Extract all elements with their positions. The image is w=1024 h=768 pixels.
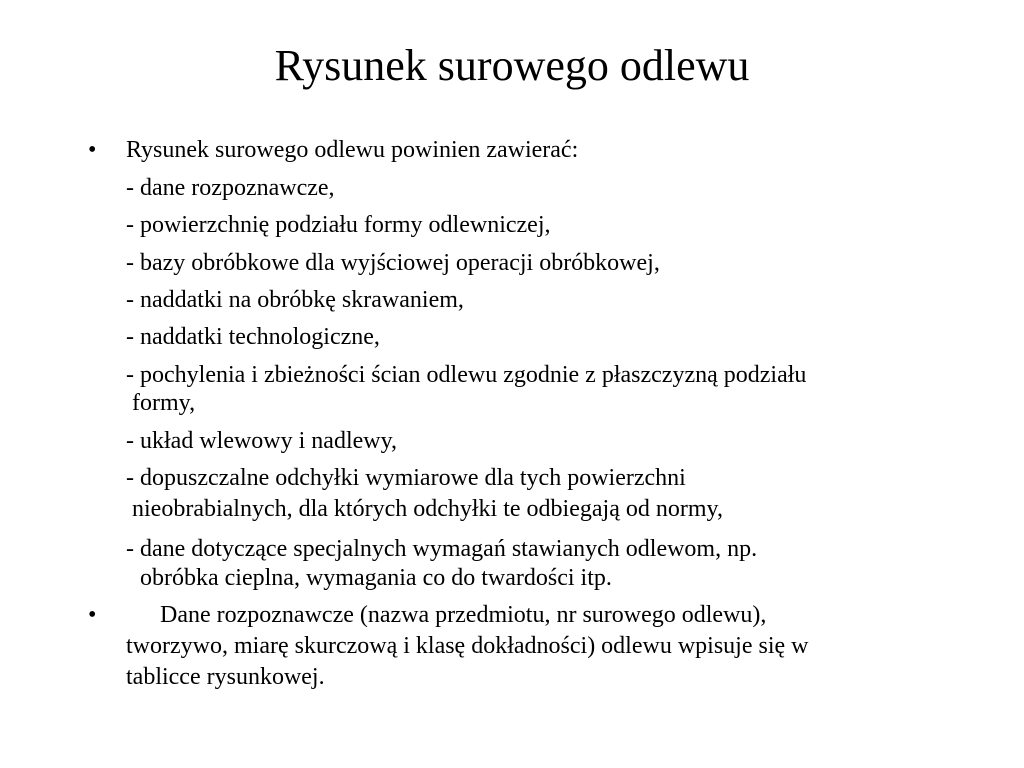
list-item-continuation: nieobrabialnych, dla których odchyłki te odbiegają od normy,	[132, 496, 723, 522]
list-item: - bazy obróbkowe dla wyjściowej operacji obróbkowej,	[126, 250, 660, 276]
bullet-2-line: Dane rozpoznawcze (nazwa przedmiotu, nr surowego odlewu),	[160, 602, 767, 628]
list-item: - naddatki technologiczne,	[126, 324, 380, 350]
list-item-continuation: formy,	[132, 390, 196, 416]
list-item: - układ wlewowy i nadlewy,	[126, 428, 398, 454]
bullet-2-line: tworzywo, miarę skurczową i klasę dokładności) odlewu wpisuje się w	[126, 633, 809, 659]
slide-title: Rysunek surowego odlewu	[274, 41, 750, 90]
list-item: - naddatki na obróbkę skrawaniem,	[126, 287, 464, 313]
bullet-2-line: tablicce rysunkowej.	[126, 664, 325, 690]
list-item: - dane dotyczące specjalnych wymagań stawianych odlewom, np.	[126, 536, 758, 562]
bullet-1-intro: Rysunek surowego odlewu powinien zawierać:	[126, 137, 579, 163]
list-item: - pochylenia i zbieżności ścian odlewu zgodnie z płaszczyzną podziału	[126, 362, 807, 388]
list-item: - dopuszczalne odchyłki wymiarowe dla tych powierzchni	[126, 465, 686, 491]
list-item-continuation: obróbka cieplna, wymagania co do twardości itp.	[140, 565, 612, 591]
bullet-1-symbol: •	[88, 137, 97, 163]
list-item: - powierzchnię podziału formy odlewniczej,	[126, 212, 551, 238]
list-item: - dane rozpoznawcze,	[126, 175, 335, 201]
bullet-2-symbol: •	[88, 602, 97, 628]
